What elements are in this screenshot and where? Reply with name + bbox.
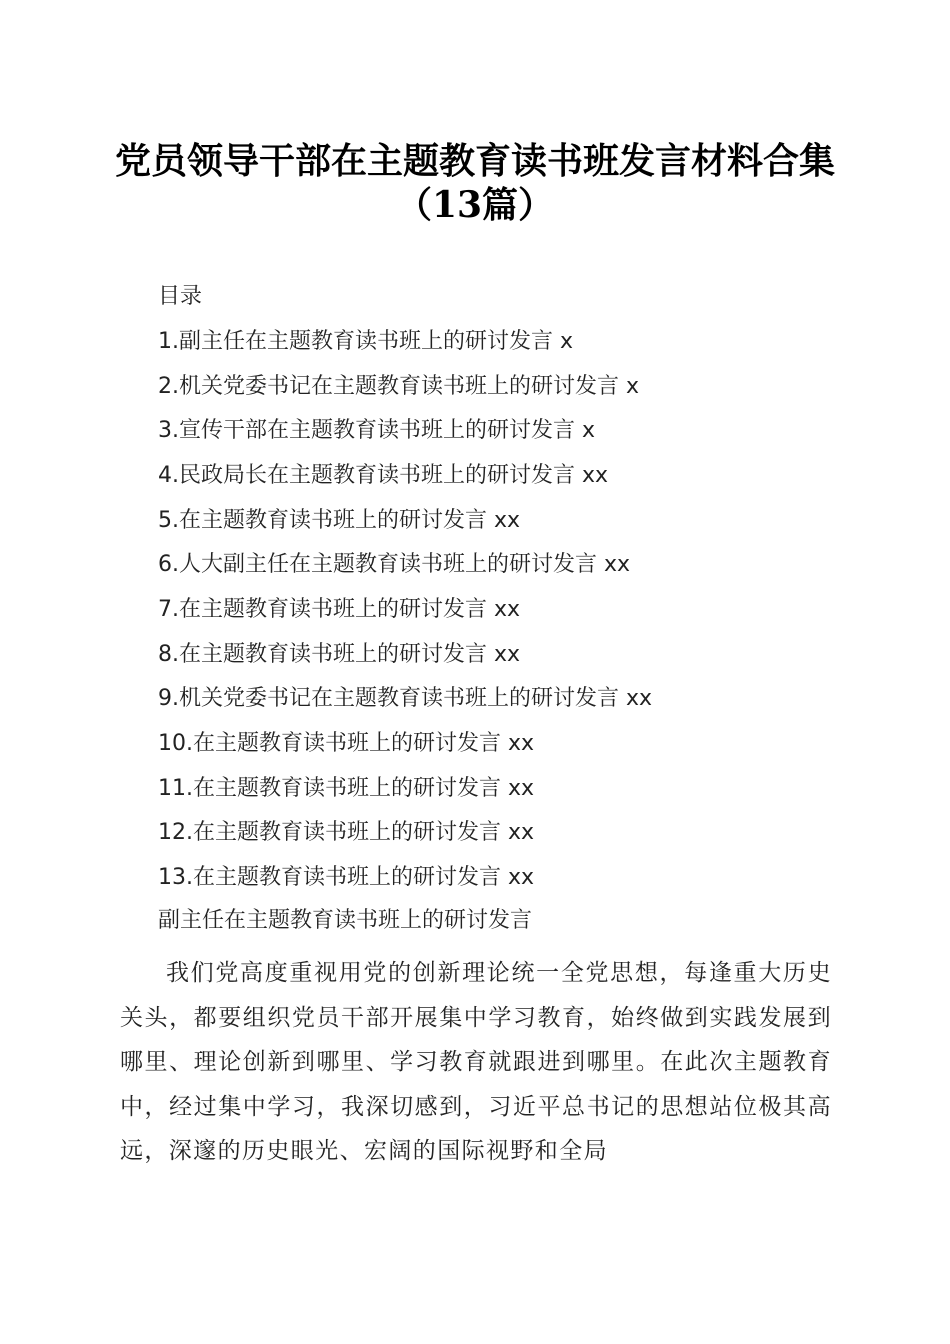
toc-item: 7.在主题教育读书班上的研讨发言 xx (158, 597, 521, 622)
toc-item: 9.机关党委书记在主题教育读书班上的研讨发言 xx (158, 686, 653, 711)
toc-item: 10.在主题教育读书班上的研讨发言 xx (158, 731, 535, 756)
toc-item: 12.在主题教育读书班上的研讨发言 xx (158, 820, 535, 845)
document-title: 党员领导干部在主题教育读书班发言材料合集 (114, 140, 835, 182)
toc-item: 1.副主任在主题教育读书班上的研讨发言 x (158, 329, 574, 354)
toc-heading: 目录 (158, 284, 203, 309)
document-title-count: （13篇） (395, 184, 555, 226)
toc-item: 4.民政局长在主题教育读书班上的研讨发言 xx (158, 463, 609, 488)
section-heading: 副主任在主题教育读书班上的研讨发言 (158, 908, 533, 933)
toc-item: 2.机关党委书记在主题教育读书班上的研讨发言 x (158, 374, 640, 399)
toc-item: 5.在主题教育读书班上的研讨发言 xx (158, 508, 521, 533)
toc-item: 8.在主题教育读书班上的研讨发言 xx (158, 642, 521, 667)
toc-item: 3.宣传干部在主题教育读书班上的研讨发言 x (158, 418, 596, 443)
body-paragraph: 我们党高度重视用党的创新理论统一全党思想，每逢重大历史关头，都要组织党员干部开展集中学习教育，始终做到实践发展到哪里、理论创新到哪里、学习教育就跟进到哪里。在此次主题教育中，经过集中学习，我深切感到，习近平总书记的思想站位极其高远，深邃的历史眼光、宏阔的国际视野和全局 (120, 960, 832, 1164)
toc-item: 6.人大副主任在主题教育读书班上的研讨发言 xx (158, 552, 631, 577)
toc-item: 13.在主题教育读书班上的研讨发言 xx (158, 865, 535, 890)
toc-item: 11.在主题教育读书班上的研讨发言 xx (158, 776, 535, 801)
